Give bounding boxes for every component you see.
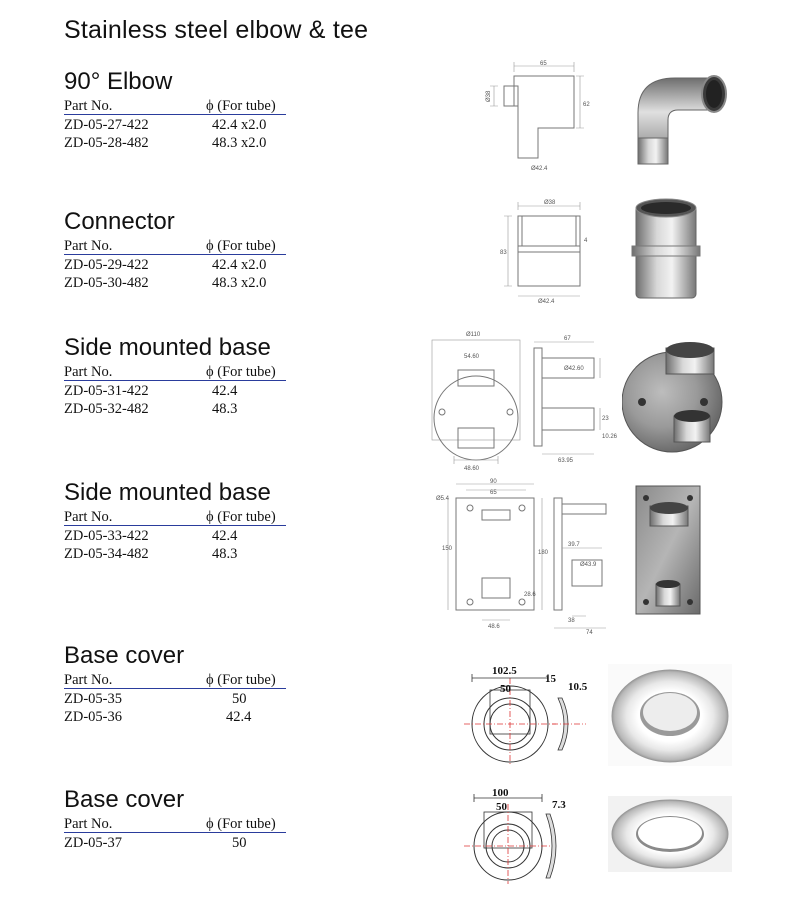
section-title: 90° Elbow xyxy=(64,68,173,95)
part-no: ZD-05-29-422 xyxy=(64,257,149,273)
part-no: ZD-05-34-482 xyxy=(64,546,149,562)
table-header xyxy=(64,672,394,690)
header-part-no: Part No. xyxy=(64,364,113,380)
page-title: Stainless steel elbow & tee xyxy=(64,16,369,44)
header-tube: ϕ (For tube) xyxy=(206,238,276,254)
dim-label: 150 xyxy=(442,546,453,552)
part-no: ZD-05-31-422 xyxy=(64,383,149,399)
dim-label: Ø42.60 xyxy=(564,366,584,372)
table-row xyxy=(64,116,394,134)
section-base-cover-1 xyxy=(64,642,394,726)
header-rule xyxy=(64,254,286,255)
dim-label: 83 xyxy=(500,250,507,256)
section-side-base-2 xyxy=(64,479,394,563)
table-row xyxy=(64,708,394,726)
table-row xyxy=(64,256,394,274)
part-no: ZD-05-32-482 xyxy=(64,401,149,417)
part-no: ZD-05-36 xyxy=(64,709,122,725)
dim-label: 102.5 xyxy=(492,665,517,677)
header-part-no: Part No. xyxy=(64,672,113,688)
side-base-2-drawing xyxy=(426,478,616,634)
tube-size: 42.4 x2.0 xyxy=(212,257,267,273)
elbow-drawing xyxy=(476,58,596,178)
tube-size: 48.3 x2.0 xyxy=(212,275,267,291)
part-no: ZD-05-33-422 xyxy=(64,528,149,544)
side-base-1-drawing xyxy=(424,328,620,474)
header-part-no: Part No. xyxy=(64,98,113,114)
table-header xyxy=(64,364,394,382)
dim-label: Ø38 xyxy=(486,90,492,102)
dim-label: 74 xyxy=(586,630,593,634)
dim-label: 4 xyxy=(584,238,588,244)
part-no: ZD-05-35 xyxy=(64,691,122,707)
table-header xyxy=(64,238,394,256)
section-title: Base cover xyxy=(64,642,185,669)
side-base-1-photo xyxy=(622,338,726,458)
part-no: ZD-05-30-482 xyxy=(64,275,149,291)
header-rule xyxy=(64,114,286,115)
dim-label: 67 xyxy=(564,336,571,342)
base-cover-1-photo xyxy=(608,664,732,766)
tube-size: 42.4 xyxy=(226,709,252,725)
dim-label: 180 xyxy=(538,550,549,556)
tube-size: 42.4 xyxy=(212,528,238,544)
tube-size: 48.3 xyxy=(212,401,238,417)
table-row xyxy=(64,545,394,563)
base-cover-2-photo xyxy=(608,796,732,872)
table-row xyxy=(64,527,394,545)
dim-label: 23 xyxy=(602,416,609,422)
tube-size: 48.3 x2.0 xyxy=(212,135,267,151)
tube-size: 42.4 x2.0 xyxy=(212,117,267,133)
header-tube: ϕ (For tube) xyxy=(206,98,276,114)
header-tube: ϕ (For tube) xyxy=(206,816,276,832)
section-side-base-1 xyxy=(64,334,394,418)
table-row xyxy=(64,134,394,152)
section-title: Side mounted base xyxy=(64,334,271,361)
dim-label: 90 xyxy=(490,479,497,485)
dim-label: Ø42.4 xyxy=(538,299,555,305)
base-cover-2-drawing xyxy=(462,784,594,884)
dim-label: Ø42.4 xyxy=(531,166,548,172)
header-tube: ϕ (For tube) xyxy=(206,509,276,525)
dim-label: 65 xyxy=(490,490,497,496)
part-no: ZD-05-28-482 xyxy=(64,135,149,151)
part-no: ZD-05-37 xyxy=(64,835,122,851)
connector-photo xyxy=(628,196,704,308)
table-row xyxy=(64,400,394,418)
side-base-2-photo xyxy=(632,484,704,618)
dim-label: Ø38 xyxy=(544,200,556,206)
dim-label: Ø110 xyxy=(466,332,481,338)
header-rule xyxy=(64,688,286,689)
header-tube: ϕ (For tube) xyxy=(206,364,276,380)
table-header xyxy=(64,509,394,527)
dim-label: 15 xyxy=(545,673,556,685)
part-no: ZD-05-27-422 xyxy=(64,117,149,133)
tube-size: 50 xyxy=(232,835,247,851)
section-title: Connector xyxy=(64,208,175,235)
dim-label: 63.95 xyxy=(558,458,574,464)
dim-label: 62 xyxy=(583,102,590,108)
dim-label: 50 xyxy=(496,801,507,813)
dim-label: 10.26 xyxy=(602,434,618,440)
dim-label: Ø43.9 xyxy=(580,562,597,568)
header-part-no: Part No. xyxy=(64,238,113,254)
header-rule xyxy=(64,380,286,381)
dim-label: 50 xyxy=(500,683,511,695)
dim-label: 54.60 xyxy=(464,354,480,360)
connector-drawing xyxy=(498,196,608,306)
section-base-cover-2 xyxy=(64,786,394,852)
dim-label: 48.60 xyxy=(464,466,480,472)
table-row xyxy=(64,382,394,400)
dim-label: 28.6 xyxy=(524,592,536,598)
section-title: Base cover xyxy=(64,786,185,813)
table-row xyxy=(64,690,394,708)
header-tube: ϕ (For tube) xyxy=(206,672,276,688)
tube-size: 50 xyxy=(232,691,247,707)
dim-label: 39.7 xyxy=(568,542,580,548)
base-cover-1-drawing xyxy=(462,660,594,766)
table-header xyxy=(64,98,394,116)
elbow-photo xyxy=(630,68,730,168)
dim-label: 10.5 xyxy=(568,681,588,693)
dim-label: 48.6 xyxy=(488,624,500,630)
dim-label: 38 xyxy=(568,618,575,624)
header-rule xyxy=(64,832,286,833)
dim-label: 7.3 xyxy=(552,799,566,811)
table-row xyxy=(64,834,394,852)
section-title: Side mounted base xyxy=(64,479,271,506)
dim-label: 100 xyxy=(492,787,509,799)
table-header xyxy=(64,816,394,834)
tube-size: 42.4 xyxy=(212,383,238,399)
dim-label: Ø5.4 xyxy=(436,496,450,502)
header-part-no: Part No. xyxy=(64,509,113,525)
dim-label: 65 xyxy=(540,61,547,67)
header-rule xyxy=(64,525,286,526)
section-connector xyxy=(64,208,394,292)
tube-size: 48.3 xyxy=(212,546,238,562)
header-part-no: Part No. xyxy=(64,816,113,832)
table-row xyxy=(64,274,394,292)
section-elbow xyxy=(64,68,394,152)
